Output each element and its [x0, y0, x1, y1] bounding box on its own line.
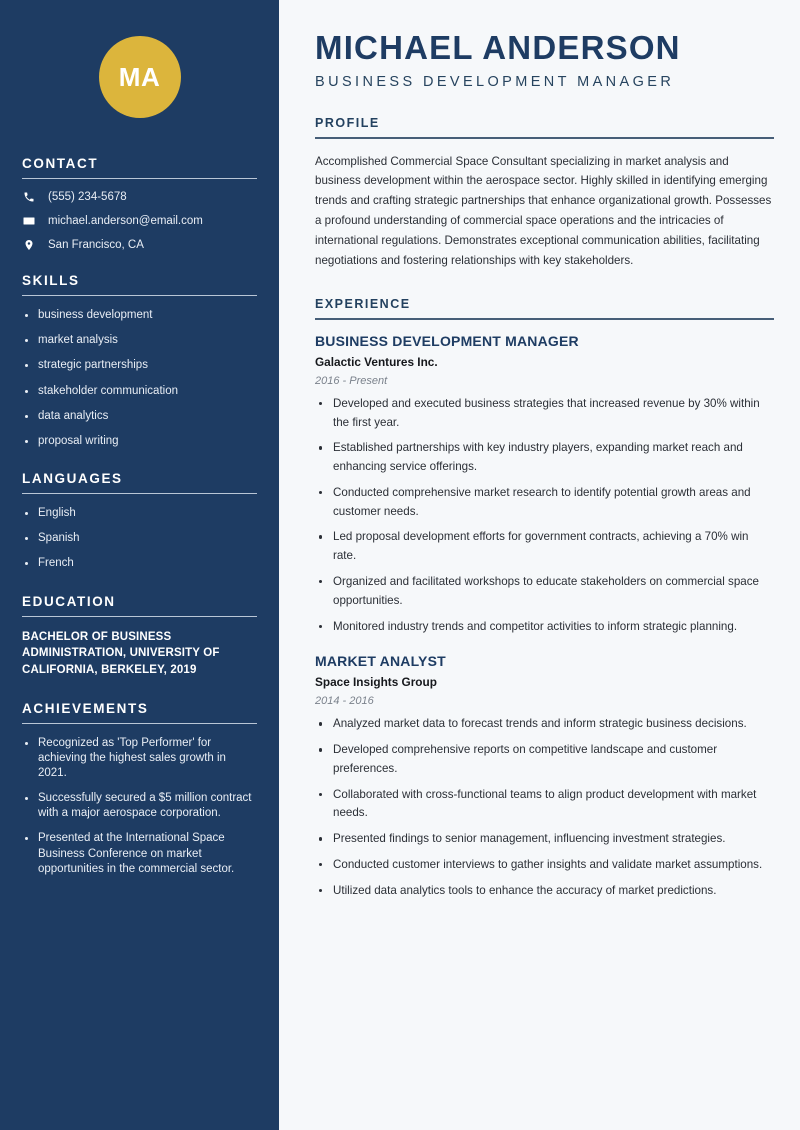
languages-heading: LANGUAGES	[22, 471, 123, 487]
list-item: proposal writing	[22, 434, 257, 449]
experience-divider	[315, 318, 774, 320]
experience-title: MARKET ANALYST	[315, 653, 446, 670]
sidebar-section-languages	[22, 471, 257, 572]
contact-heading: CONTACT	[22, 156, 99, 171]
list-item: Monitored industry trends and competitor activities to inform strategic planning.	[315, 618, 774, 637]
contact-divider	[22, 178, 257, 179]
experience-entry	[315, 653, 774, 900]
experience-bullets	[315, 715, 774, 900]
main-content	[285, 0, 800, 1130]
sidebar-section-skills	[22, 273, 257, 449]
phone-icon	[22, 191, 36, 203]
sidebar-section-achievements	[22, 701, 257, 877]
list-item: Collaborated with cross-functional teams to align product development with market needs.	[315, 786, 774, 824]
experience-company: Space Insights Group	[315, 675, 437, 690]
list-item: English	[22, 506, 257, 521]
page-title: MICHAEL ANDERSON	[315, 29, 681, 66]
sidebar	[0, 0, 279, 1130]
experience-title: BUSINESS DEVELOPMENT MANAGER	[315, 332, 579, 349]
skills-divider	[22, 295, 257, 296]
list-item: Led proposal development efforts for government contracts, achieving a 70% win rate.	[315, 528, 774, 566]
languages-divider	[22, 493, 257, 494]
skills-list	[22, 308, 257, 449]
list-item: Organized and facilitated workshops to educate stakeholders on commercial space opportunities.	[315, 573, 774, 611]
skills-heading: SKILLS	[22, 273, 80, 288]
list-item: Recognized as 'Top Performer' for achieving the highest sales growth in 2021.	[22, 736, 257, 782]
list-item: business development	[22, 308, 257, 323]
profile-divider	[315, 137, 774, 139]
profile-text: Accomplished Commercial Space Consultant specializing in market analysis and business development within the aerospace sector. Highly skilled in identifying emerging trends and crafting strategic partnerships that enhance organizational growth. Possesses a profound understanding of commercial space operations and the intricacies of international regulations. Demonstrates exceptional communication abilities, facilitating negotiations and fostering relationships with key stakeholders.	[315, 154, 772, 268]
experience-dates: 2014 - 2016	[315, 695, 374, 708]
list-item: French	[22, 556, 257, 571]
achievements-heading: ACHIEVEMENTS	[22, 700, 149, 716]
list-item: market analysis	[22, 333, 257, 348]
contact-row-email[interactable]	[22, 215, 257, 227]
education-divider	[22, 616, 257, 617]
list-item: Conducted comprehensive market research to identify potential growth areas and customer needs.	[315, 484, 774, 522]
languages-list	[22, 506, 257, 572]
list-item: Presented findings to senior management, influencing investment strategies.	[315, 830, 774, 849]
job-subtitle: BUSINESS DEVELOPMENT MANAGER	[315, 73, 675, 90]
envelope-icon	[22, 215, 36, 227]
list-item: stakeholder communication	[22, 384, 257, 399]
profile-heading: PROFILE	[315, 115, 380, 130]
list-item: data analytics	[22, 409, 257, 424]
achievements-divider	[22, 723, 257, 724]
sidebar-section-contact	[22, 156, 257, 251]
achievements-list	[22, 736, 257, 877]
list-item: Conducted customer interviews to gather insights and validate market assumptions.	[315, 856, 774, 875]
experience-bullets	[315, 395, 774, 637]
contact-row-phone[interactable]	[22, 191, 257, 203]
experience-company: Galactic Ventures Inc.	[315, 354, 438, 369]
contact-email-value: michael.anderson@email.com	[48, 215, 203, 227]
education-entry: BACHELOR OF BUSINESS ADMINISTRATION, UNIVERSITY OF CALIFORNIA, BERKELEY, 2019	[22, 630, 220, 676]
experience-entry	[315, 333, 774, 637]
main-section-experience	[315, 297, 774, 900]
location-pin-icon	[22, 239, 36, 251]
avatar-container	[22, 0, 257, 156]
list-item: Developed comprehensive reports on competitive landscape and customer preferences.	[315, 741, 774, 779]
list-item: Presented at the International Space Business Conference on market opportunities in the commercial sector.	[22, 831, 257, 877]
list-item: Analyzed market data to forecast trends and inform strategic business decisions.	[315, 715, 774, 734]
avatar: MA	[99, 36, 181, 118]
contact-phone-value: (555) 234-5678	[48, 191, 127, 203]
experience-heading: EXPERIENCE	[315, 297, 411, 312]
contact-location-value: San Francisco, CA	[48, 239, 144, 251]
education-heading: EDUCATION	[22, 593, 116, 609]
contact-row-location[interactable]	[22, 239, 257, 251]
list-item: Established partnerships with key industry players, expanding market reach and enhancing service offerings.	[315, 439, 774, 477]
experience-dates: 2016 - Present	[315, 374, 388, 387]
main-section-profile	[315, 116, 774, 271]
list-item: Developed and executed business strategies that increased revenue by 30% within the first year.	[315, 395, 774, 433]
list-item: Spanish	[22, 531, 257, 546]
list-item: strategic partnerships	[22, 358, 257, 373]
list-item: Utilized data analytics tools to enhance the accuracy of market predictions.	[315, 882, 774, 901]
list-item: Successfully secured a $5 million contract with a major aerospace corporation.	[22, 791, 257, 821]
sidebar-section-education	[22, 594, 257, 679]
